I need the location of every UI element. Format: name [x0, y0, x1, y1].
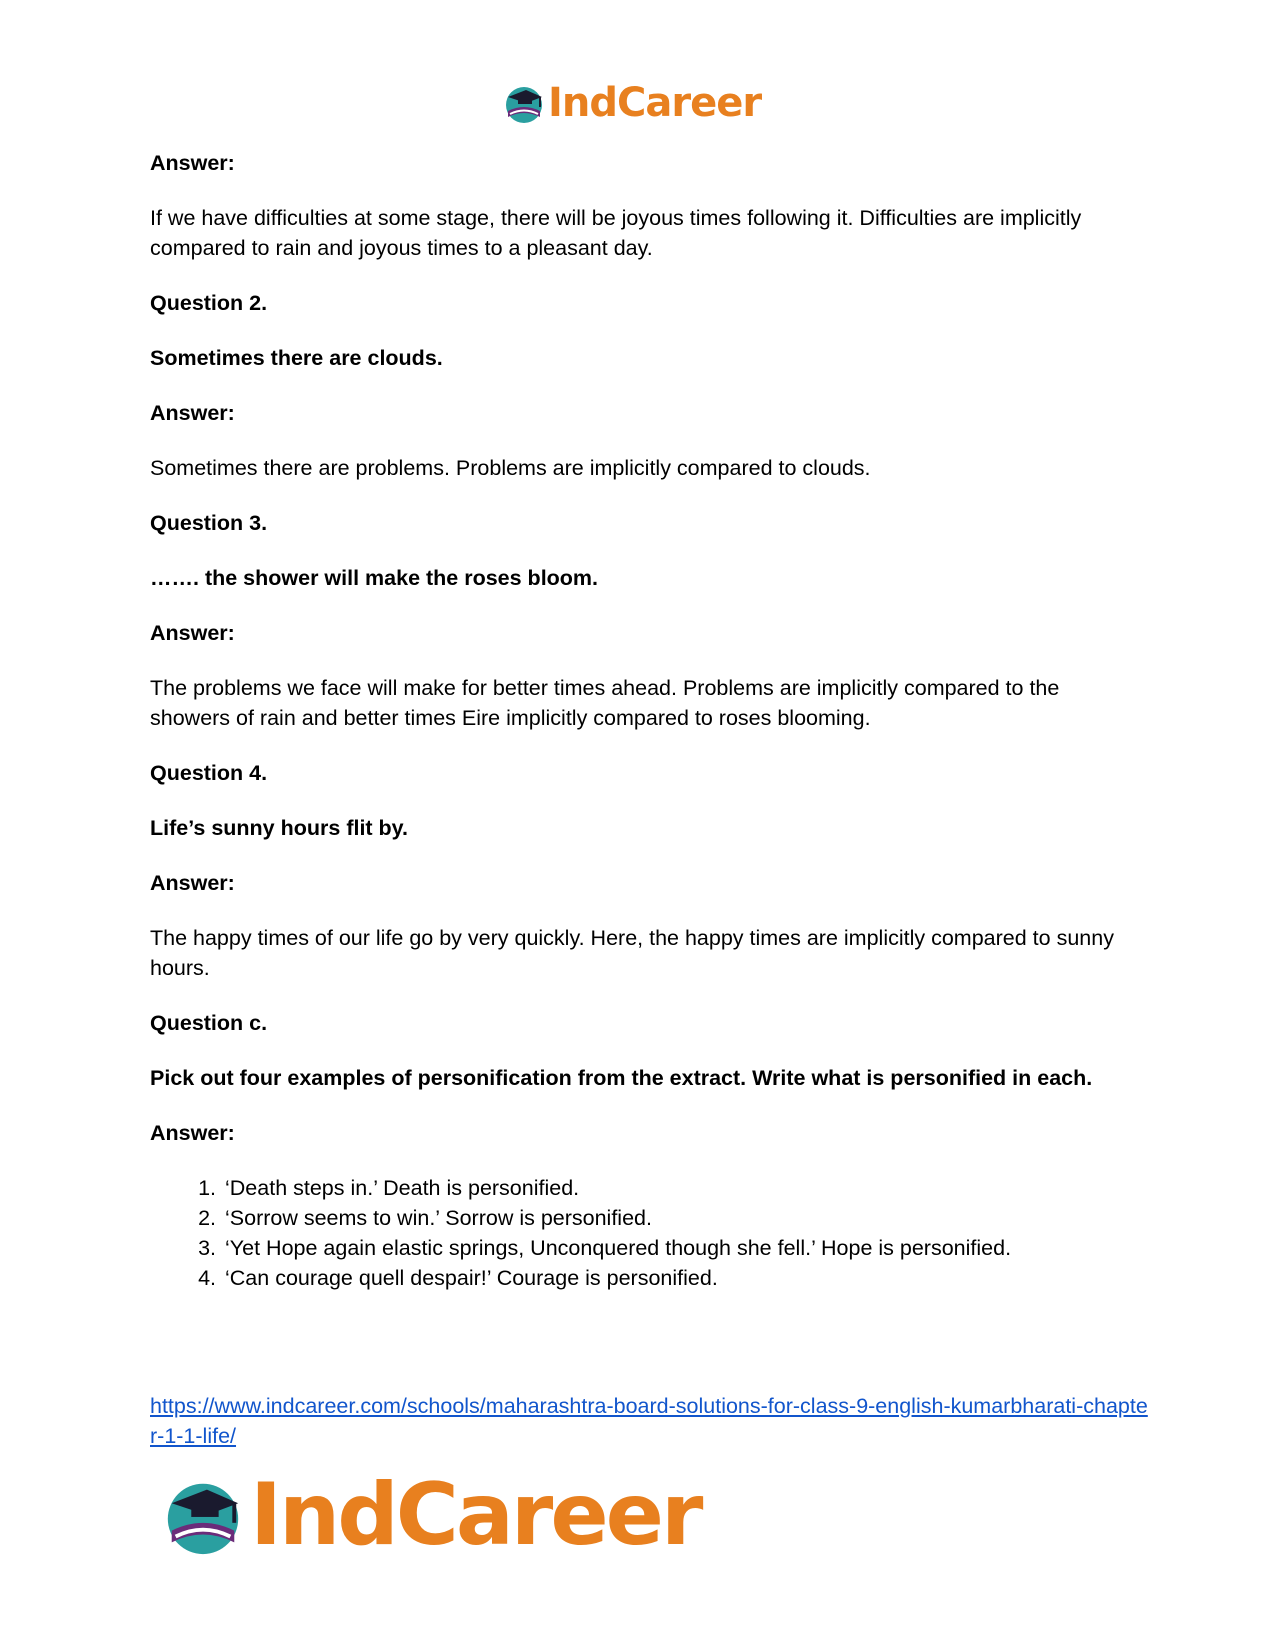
question-text: Pick out four examples of personification from the extract. Write what is personified in each. — [150, 1066, 1093, 1090]
brand-name: IndCareer — [548, 80, 762, 126]
globe-book-icon — [160, 1472, 246, 1558]
list-item-text: ‘Death steps in.’ Death is personified. — [225, 1176, 580, 1200]
question-text: Sometimes there are clouds. — [150, 346, 443, 370]
answer-label: Answer: — [150, 621, 235, 645]
question-text: Life’s sunny hours flit by. — [150, 816, 409, 840]
answer-text: If we have difficulties at some stage, there will be joyous times following it. Difficulties are implicitly compared to rain and joyous times to a pleasant day. — [150, 206, 1082, 260]
question-label: Question 2. — [150, 291, 268, 315]
list-item-number: 1. — [198, 1176, 216, 1200]
list-item — [198, 1263, 1140, 1293]
list-item — [198, 1203, 1140, 1233]
header-logo — [502, 80, 761, 126]
answer-text: The problems we face will make for better times ahead. Problems are implicitly compared to the showers of rain and better times Eire implicitly compared to roses blooming. — [150, 676, 1060, 730]
answer-label: Answer: — [150, 1121, 235, 1145]
question-label: Question 4. — [150, 761, 268, 785]
answer-label: Answer: — [150, 151, 235, 175]
list-item-number: 3. — [198, 1236, 216, 1260]
list-item-number: 4. — [198, 1266, 216, 1290]
source-link[interactable]: https://www.indcareer.com/schools/maharashtra-board-solutions-for-class-9-english-kumarbharati-chapter-1-1-life/ — [150, 1394, 1148, 1448]
list-item — [198, 1173, 1140, 1203]
list-item-text: ‘Sorrow seems to win.’ Sorrow is personified. — [225, 1206, 652, 1230]
question-label: Question 3. — [150, 511, 268, 535]
list-item-text: ‘Yet Hope again elastic springs, Unconquered though she fell.’ Hope is personified. — [225, 1236, 1012, 1260]
answer-label: Answer: — [150, 871, 235, 895]
brand-name: IndCareer — [250, 1465, 701, 1565]
list-item — [198, 1233, 1140, 1263]
list-item-number: 2. — [198, 1206, 216, 1230]
footer-logo — [160, 1465, 701, 1565]
answer-text: Sometimes there are problems. Problems are implicitly compared to clouds. — [150, 456, 871, 480]
answer-label: Answer: — [150, 401, 235, 425]
document-body — [150, 148, 1140, 1293]
personification-list — [150, 1173, 1140, 1293]
question-text: ……. the shower will make the roses bloom. — [150, 566, 599, 590]
answer-text: The happy times of our life go by very quickly. Here, the happy times are implicitly compared to sunny hours. — [150, 926, 1114, 980]
list-item-text: ‘Can courage quell despair!’ Courage is personified. — [225, 1266, 718, 1290]
globe-book-icon — [502, 81, 546, 125]
question-label: Question c. — [150, 1011, 268, 1035]
